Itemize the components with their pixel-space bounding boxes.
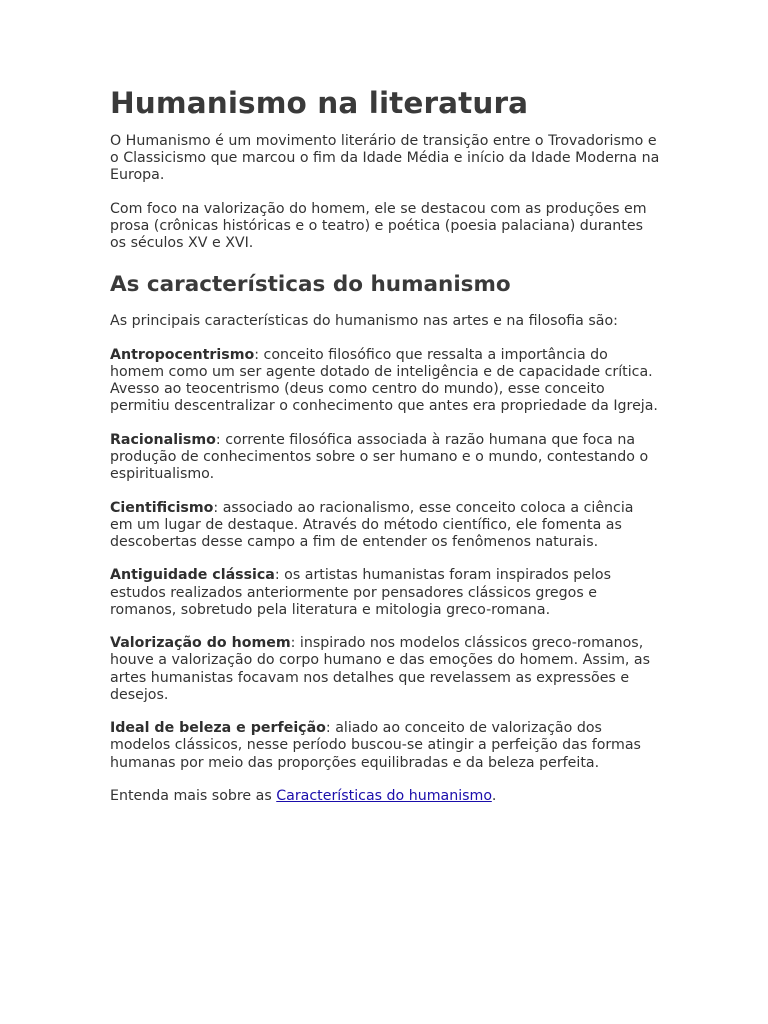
section-intro-paragraph: As principais características do humanismo nas artes e na filosofia são: [110, 313, 618, 330]
characteristic-description: : associado ao racionalismo, esse conceito coloca a ciência em um lugar de destaque. Através do método científico, ele fomenta as descobertas desse campo a fim de entender os fenômenos naturais. [110, 499, 634, 550]
characteristic-description: : inspirado nos modelos clássicos greco-romanos, houve a valorização do corpo humano e das emoções do homem. Assim, as artes humanistas focavam nos detalhes que revelassem as expressões e desejos. [110, 635, 650, 703]
characteristic-term: Cientificismo [110, 499, 214, 516]
intro-paragraph-2: Com foco na valorização do homem, ele se destacou com as produções em prosa (crônicas históricas e o teatro) e poética (poesia palaciana) durantes os séculos XV e XVI. [110, 200, 647, 252]
characteristic-paragraph-valorizacao-do-homem [110, 635, 660, 704]
page-title: Humanismo na literatura [110, 86, 529, 120]
characteristic-description: : aliado ao conceito de valorização dos modelos clássicos, nesse período buscou-se atingir a perfeição das formas humanas por meio das proporções equilibradas e da beleza perfeita. [110, 720, 641, 771]
characteristic-description: : corrente filosófica associada à razão humana que foca na produção de conhecimentos sobre o ser humano e o mundo, contestando o espiritualismo. [110, 431, 649, 483]
read-more-paragraph [110, 788, 660, 805]
characteristic-term: Antropocentrismo [110, 346, 255, 363]
characteristic-term: Valorização do homem [110, 635, 291, 652]
section-heading: As características do humanismo [110, 272, 511, 298]
read-more-prefix: Entenda mais sobre as [110, 787, 277, 804]
characteristic-description: : conceito filosófico que ressalta a importância do homem como um ser agente dotado de inteligência e de capacidade crítica. Avesso ao teocentrismo (deus como centro do mundo), esse conceito permitiu descentralizar o conhecimento que antes era propriedade da Igreja. [110, 346, 658, 415]
caracteristicas-do-humanismo-link[interactable]: Características do humanismo [276, 787, 492, 804]
characteristic-term: Racionalismo [110, 431, 216, 448]
characteristic-description: : os artistas humanistas foram inspirados pelos estudos realizados anteriormente por pensadores clássicos gregos e romanos, sobretudo pela literatura e mitologia greco-romana. [110, 567, 611, 618]
characteristic-paragraph-antiguidade-classica [110, 567, 660, 619]
read-more-suffix: . [491, 787, 497, 804]
characteristic-paragraph-cientificismo [110, 500, 660, 552]
characteristic-term: Antiguidade clássica [110, 567, 275, 584]
characteristic-term: Ideal de beleza e perfeição [110, 720, 326, 737]
intro-paragraph-1: O Humanismo é um movimento literário de transição entre o Trovadorismo e o Classicismo que marcou o fim da Idade Média e início da Idade Moderna na Europa. [110, 133, 660, 184]
characteristic-paragraph-antropocentrismo [110, 347, 660, 416]
document-page [110, 84, 660, 821]
characteristic-paragraph-ideal-de-beleza [110, 720, 660, 772]
characteristic-paragraph-racionalismo [110, 432, 660, 484]
